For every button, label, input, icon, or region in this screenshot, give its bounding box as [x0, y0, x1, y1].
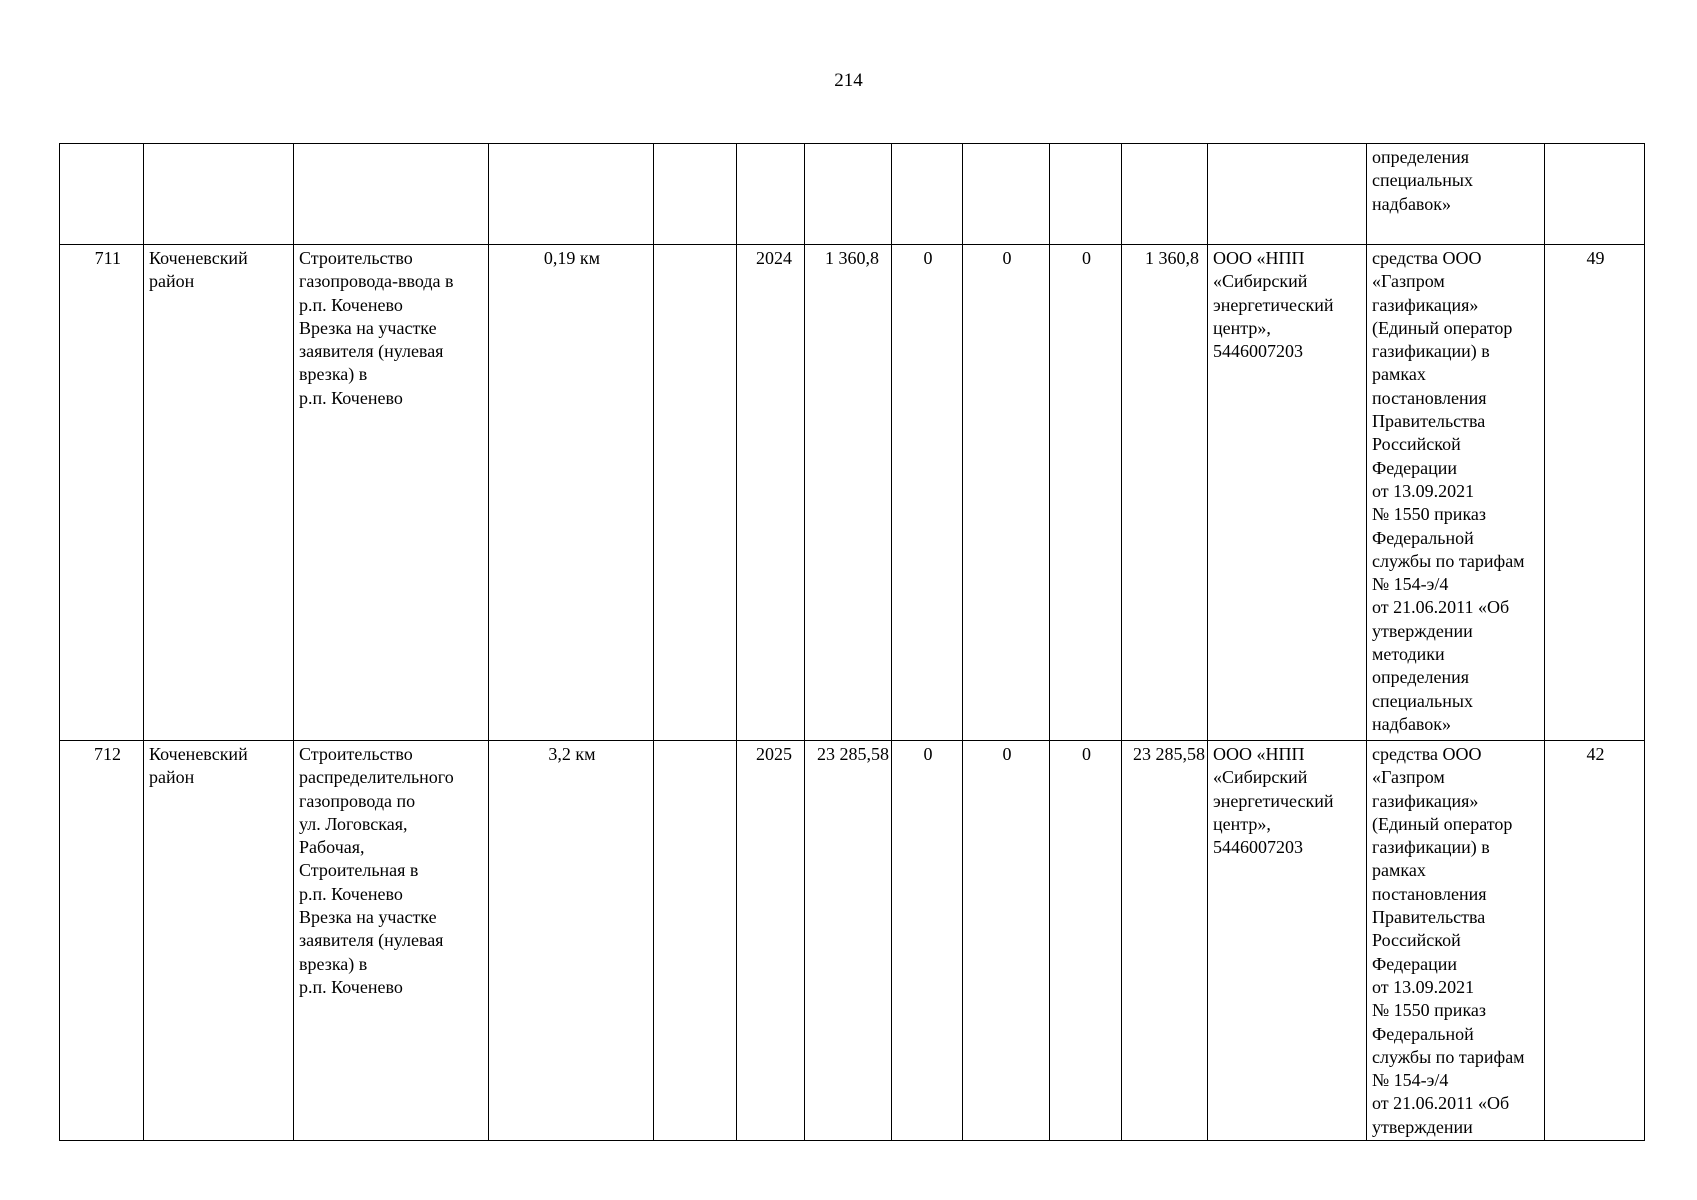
table-row-712 — [60, 741, 1645, 1141]
program-table — [59, 143, 1645, 1141]
cell-empty — [654, 741, 737, 1141]
cell-capacity: 0,19 км — [489, 245, 654, 741]
cell-v1: 0 — [892, 245, 963, 741]
cell-executor: ООО «НПП «Сибирский энергетический центр», 5446007203 — [1208, 245, 1367, 741]
cell-last: 42 — [1545, 741, 1645, 1141]
cell-v2 — [963, 144, 1050, 245]
cell-v3: 0 — [1050, 741, 1122, 1141]
cell-v4 — [1122, 144, 1208, 245]
cell-source: определения специальных надбавок» — [1367, 144, 1545, 245]
cell-district — [144, 144, 294, 245]
cell-v1 — [892, 144, 963, 245]
cell-v4: 23 285,58 — [1122, 741, 1208, 1141]
cell-source: средства ООО «Газпром газификация» (Единый оператор газификации) в рамках постановления Правительства Российской Федерации от 13.09.2021 № 1550 приказ Федеральной службы по тарифам № 154-э/4 от 21.06.2011 «Об утверждении — [1367, 741, 1545, 1141]
cell-no: 712 — [60, 741, 144, 1141]
cell-total: 1 360,8 — [805, 245, 892, 741]
cell-object: Строительство газопровода-ввода в р.п. Коченево Врезка на участке заявителя (нулевая врезка) в р.п. Коченево — [294, 245, 489, 741]
cell-last — [1545, 144, 1645, 245]
table-row-711 — [60, 245, 1645, 741]
cell-district: Коченевский район — [144, 741, 294, 1141]
cell-empty — [654, 245, 737, 741]
cell-capacity: 3,2 км — [489, 741, 654, 1141]
cell-total — [805, 144, 892, 245]
cell-year: 2025 — [737, 741, 805, 1141]
cell-no: 711 — [60, 245, 144, 741]
cell-v2: 0 — [963, 741, 1050, 1141]
cell-executor — [1208, 144, 1367, 245]
cell-total: 23 285,58 — [805, 741, 892, 1141]
cell-year — [737, 144, 805, 245]
table-row-continuation — [60, 144, 1645, 245]
cell-executor: ООО «НПП «Сибирский энергетический центр», 5446007203 — [1208, 741, 1367, 1141]
cell-empty — [654, 144, 737, 245]
cell-v3: 0 — [1050, 245, 1122, 741]
cell-v4: 1 360,8 — [1122, 245, 1208, 741]
cell-v3 — [1050, 144, 1122, 245]
cell-district: Коченевский район — [144, 245, 294, 741]
cell-capacity — [489, 144, 654, 245]
cell-object: Строительство распределительного газопровода по ул. Логовская, Рабочая, Строительная в р.п. Коченево Врезка на участке заявителя (нулевая врезка) в р.п. Коченево — [294, 741, 489, 1141]
cell-v2: 0 — [963, 245, 1050, 741]
page-number: 214 — [834, 70, 863, 91]
cell-no — [60, 144, 144, 245]
cell-last: 49 — [1545, 245, 1645, 741]
cell-year: 2024 — [737, 245, 805, 741]
cell-object — [294, 144, 489, 245]
cell-source: средства ООО «Газпром газификация» (Единый оператор газификации) в рамках постановления Правительства Российской Федерации от 13.09.2021 № 1550 приказ Федеральной службы по тарифам № 154-э/4 от 21.06.2011 «Об утверждении методики определения специальных надбавок» — [1367, 245, 1545, 741]
cell-v1: 0 — [892, 741, 963, 1141]
